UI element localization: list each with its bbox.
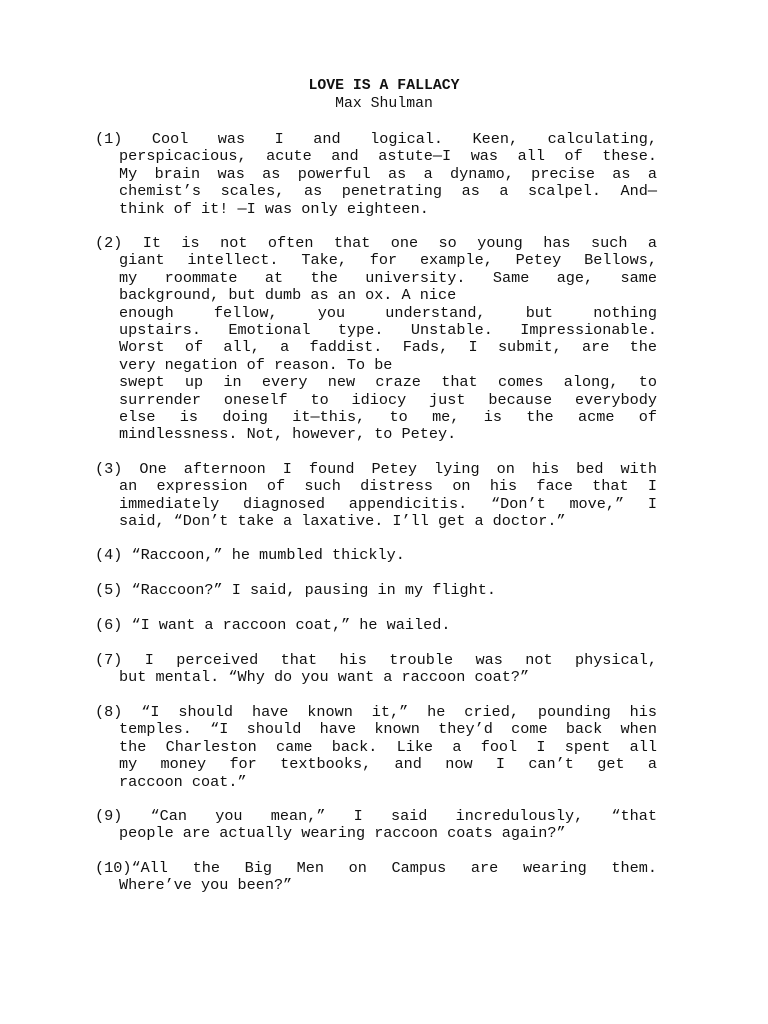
paragraph-6 xyxy=(95,617,657,634)
document-title: LOVE IS A FALLACY xyxy=(308,78,460,94)
paragraph-line: mindlessness. Not, however, to Petey. xyxy=(119,425,457,444)
paragraph-line: enough fellow, you understand, but nothing xyxy=(119,303,657,322)
paragraph-10 xyxy=(95,860,657,895)
document-author: Max Shulman xyxy=(335,96,433,112)
paragraph-line: Where’ve you been?” xyxy=(119,876,293,895)
paragraph-line: said, “Don’t take a laxative. I’ll get a doctor.” xyxy=(119,512,566,531)
paragraph-line: my roommate at the university. Same age, same xyxy=(119,268,657,287)
paragraph-line: (3) One afternoon I found Petey lying on his bed with xyxy=(95,460,657,478)
paragraph-line: (1) Cool was I and logical. Keen, calculating, xyxy=(95,130,657,148)
paragraph-line: the Charleston came back. Like a fool I spent all xyxy=(119,737,657,756)
paragraph-line: My brain was as powerful as a dynamo, precise as a xyxy=(119,164,657,183)
paragraph-line: my money for textbooks, and now I can’t get a xyxy=(119,755,657,774)
paragraph-line: perspicacious, acute and astute—I was all of these. xyxy=(119,147,657,166)
paragraph-1 xyxy=(95,131,657,218)
paragraph-line: Worst of all, a faddist. Fads, I submit, are the xyxy=(119,338,657,357)
paragraph-line: think of it! —I was only eighteen. xyxy=(119,199,429,218)
paragraph-line: people are actually wearing raccoon coats again?” xyxy=(119,824,566,843)
paragraph-line: temples. “I should have known they’d come back when xyxy=(119,720,657,739)
paragraph-line: upstairs. Emotional type. Unstable. Impressionable. xyxy=(119,320,657,339)
paragraph-line: very negation of reason. To be xyxy=(119,355,393,374)
paragraph-8 xyxy=(95,704,657,791)
paragraph-3 xyxy=(95,461,657,531)
paragraph-4 xyxy=(95,547,657,564)
paragraph-line: else is doing it—this, to me, is the acme of xyxy=(119,407,657,426)
paragraph-line: (7) I perceived that his trouble was not physical, xyxy=(95,651,657,669)
paragraph-7 xyxy=(95,652,657,687)
paragraph-9 xyxy=(95,808,657,843)
paragraph-line: (9) “Can you mean,” I said incredulously, “that xyxy=(95,807,657,825)
paragraph-line: (4) “Raccoon,” he mumbled thickly. xyxy=(95,546,405,564)
paragraph-line: (2) It is not often that one so young has such a xyxy=(95,234,657,252)
paragraph-line: background, but dumb as an ox. A nice xyxy=(119,286,457,305)
paragraph-line: an expression of such distress on his face that I xyxy=(119,477,657,496)
paragraph-line: chemist’s scales, as penetrating as a scalpel. And— xyxy=(119,182,657,201)
paragraph-5 xyxy=(95,582,657,599)
paragraph-line: (5) “Raccoon?” I said, pausing in my flight. xyxy=(95,581,497,599)
paragraph-2 xyxy=(95,235,657,444)
paragraph-line: immediately diagnosed appendicitis. “Don’t move,” I xyxy=(119,494,657,513)
paragraph-line: giant intellect. Take, for example, Petey Bellows, xyxy=(119,251,657,270)
paragraph-line: (8) “I should have known it,” he cried, pounding his xyxy=(95,703,657,721)
paragraph-line: (10)“All the Big Men on Campus are wearing them. xyxy=(95,859,657,877)
paragraph-line: raccoon coat.” xyxy=(119,772,247,791)
paragraph-line: swept up in every new craze that comes along, to xyxy=(119,373,657,392)
paragraph-line: surrender oneself to idiocy just because everybody xyxy=(119,390,657,409)
paragraph-line: (6) “I want a raccoon coat,” he wailed. xyxy=(95,616,451,634)
paragraph-line: but mental. “Why do you want a raccoon coat?” xyxy=(119,668,530,687)
